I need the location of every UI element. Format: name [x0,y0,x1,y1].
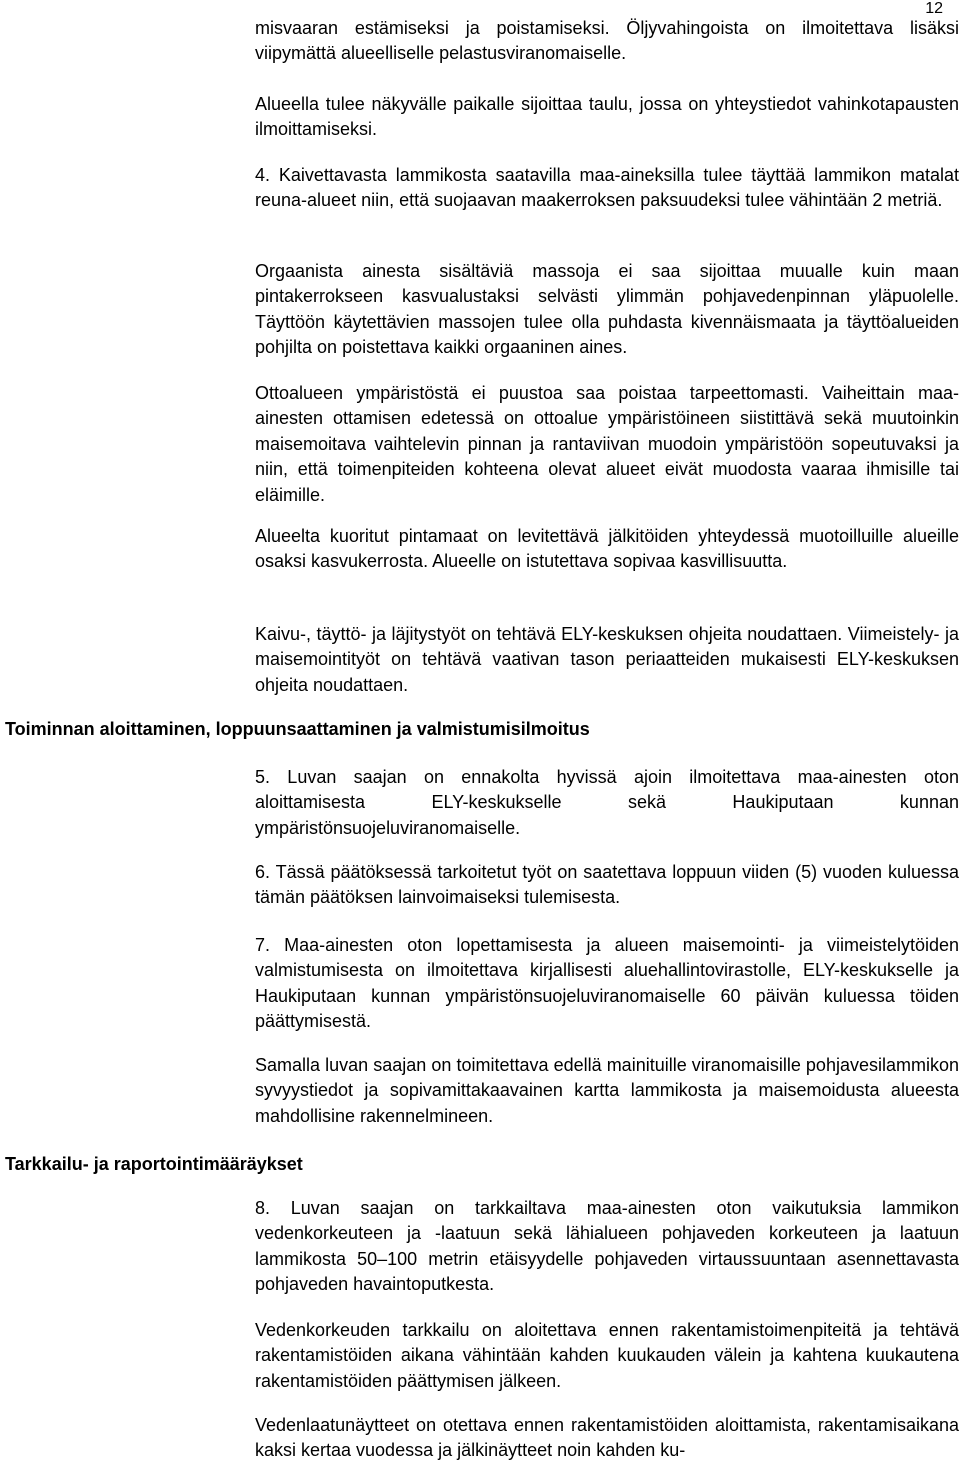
paragraph-item-5: 5. Luvan saajan on ennakolta hyvissä ajoin ilmoitettava maa-ainesten oton aloittamisesta ELY-keskukselle sekä Haukiputaan kunnan ympäristönsuojeluviranomaiselle. [255,767,959,838]
paragraph-depth-data: Samalla luvan saajan on toimitettava edellä mainituille viranomaisille pohjavesilammikon syvyystiedot ja sopivamittakaavainen kartta lammikosta ja maisemoidusta alueesta mahdollisine rakennelmineen. [255,1055,959,1126]
paragraph-item-7: 7. Maa-ainesten oton lopettamisesta ja alueen maisemointi- ja viimeistelytöiden valmistumisesta on ilmoitettava kirjallisesti aluehallintovirastolle, ELY-keskukselle ja Haukiputaan kunnan ympäristönsuojeluviranomaiselle 60 päivän kuluessa töiden päättymisestä. [255,935,959,1032]
page-number: 12 [925,0,943,17]
section-heading-start-completion: Toiminnan aloittaminen, loppuunsaattaminen ja valmistumisilmoitus [5,719,590,739]
paragraph-item-8: 8. Luvan saajan on tarkkailtava maa-ainesten oton vaikutuksia lammikon vedenkorkeuteen ja -laatuun sekä lähialueen pohjaveden korkeuteen ja laatuun lammikosta 50–100 metrin etäisyydelle pohjaveden virtaussuuntaan asennettavasta pohjaveden havaintoputkesta. [255,1198,959,1295]
section-heading-monitoring: Tarkkailu- ja raportointimääräykset [5,1154,303,1174]
paragraph-oil-damage: misvaaran estämiseksi ja poistamiseksi. Öljyvahingoista on ilmoitettava lisäksi viipymättä alueelliselle pelastusviranomaiselle. [255,18,959,64]
paragraph-organic-material: Orgaanista ainesta sisältäviä massoja ei saa sijoittaa muualle kuin maan pintakerrokseen kasvualustaksi selvästi ylimmän pohjavedenpinnan yläpuolelle. Täyttöön käytettävien massojen tulee olla puhdasta kivennäismaata ja täyttöalueiden pohjilta on poistettava kaikki orgaaninen aines. [255,261,959,358]
paragraph-water-quality-samples: Vedenlaatunäytteet on otettava ennen rakentamistöiden aloittamista, rakentamisaikana kaksi kertaa vuodessa ja jälkinäytteet noin kahden ku- [255,1415,959,1461]
paragraph-tree-removal: Ottoalueen ympäristöstä ei puustoa saa poistaa tarpeettomasti. Vaiheittain maa-ainesten ottamisen edetessä on ottoalue ympäristöineen siistittävä sekä muutoinkin maisemoitava vaihtelevin pinnan ja rantaviivan muodoin ympäristöön sopeutuvaksi ja niin, että toimenpiteiden kohteena olevat alueet eivät muodosta vaaraa ihmisille tai eläimille. [255,383,959,505]
paragraph-topsoil: Alueelta kuoritut pintamaat on levitettävä jälkitöiden yhteydessä muotoilluille alueille osaksi kasvukerrosta. Alueelle on istutettava sopivaa kasvillisuutta. [255,526,959,572]
paragraph-ely-guidance: Kaivu-, täyttö- ja läjitystyöt on tehtävä ELY-keskuksen ohjeita noudattaen. Viimeistely- ja maisemointityöt on tehtävä vaativan tason periaatteiden mukaisesti ELY-keskuksen ohjeita noudattaen. [255,624,959,695]
paragraph-contact-sign: Alueella tulee näkyvälle paikalle sijoittaa taulu, jossa on yhteystiedot vahinkotapausten ilmoittamiseksi. [255,94,959,140]
paragraph-item-4: 4. Kaivettavasta lammikosta saatavilla maa-aineksilla tulee täyttää lammikon matalat reuna-alueet niin, että suojaavan maakerroksen paksuudeksi tulee vähintään 2 metriä. [255,165,959,211]
paragraph-item-6: 6. Tässä päätöksessä tarkoitetut työt on saatettava loppuun viiden (5) vuoden kuluessa tämän päätöksen lainvoimaiseksi tulemisesta. [255,862,959,908]
paragraph-water-level-monitoring: Vedenkorkeuden tarkkailu on aloitettava ennen rakentamistoimenpiteitä ja tehtävä rakentamistöiden aikana vähintään kahden kuukauden välein ja kahtena kuukautena rakentamistöiden päättymisen jälkeen. [255,1320,959,1391]
